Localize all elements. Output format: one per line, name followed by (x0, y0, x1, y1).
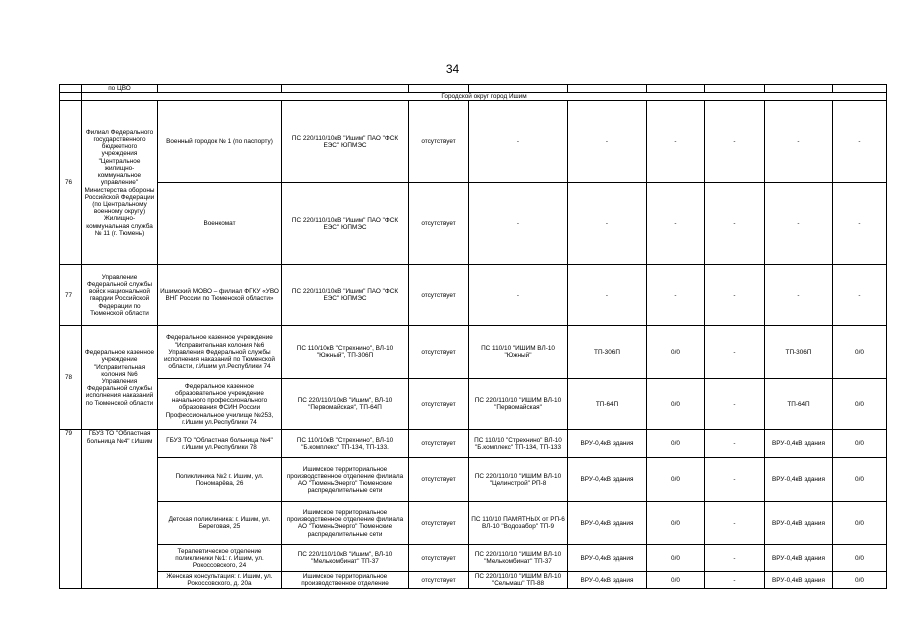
object-cell: ГБУЗ ТО "Областная больница №4" г.Ишим ул.Республики 78 (158, 430, 282, 458)
status-cell: отсутствует (409, 572, 469, 589)
data-cell: 0/0 (833, 502, 887, 545)
status-cell: отсутствует (409, 265, 469, 326)
power-source-cell: Ишимское территориальное производственное отделение филиала АО "ТюменьЭнерго" Тюменские распределительные сети (282, 502, 409, 545)
data-cell: 0/0 (833, 545, 887, 572)
power-source-cell: ПС 220/110/10кВ "Ишим" ПАО "ФСК ЕЭС" ЮПМЭС (282, 265, 409, 326)
data-cell: ВРУ-0,4кВ здания (765, 430, 833, 458)
data-cell: - (647, 101, 705, 183)
data-cell: ВРУ-0,4кВ здания (765, 572, 833, 589)
data-cell: - (765, 101, 833, 183)
data-cell: ВРУ-0,4кВ здания (765, 502, 833, 545)
data-cell: ПС 220/110/10 "ИШИМ ВЛ-10 "Первомайская" (469, 379, 568, 430)
data-cell: - (705, 458, 765, 502)
data-cell: 0/0 (647, 502, 705, 545)
data-cell: - (568, 265, 647, 326)
data-cell: - (705, 572, 765, 589)
object-cell: Терапевтическое отделение поликлиники №1: г. Ишим, ул. Рокоссовского, 24 (158, 545, 282, 572)
table-row (60, 430, 887, 458)
object-cell: Женская консультация: г. Ишим, ул. Рокоссовского, д. 20а (158, 572, 282, 589)
data-cell: 0/0 (647, 379, 705, 430)
data-cell: - (833, 101, 887, 183)
power-source-cell: Ишимское территориальное производственное отделение филиала АО "ТюменьЭнерго" Тюменские распределительные сети (282, 458, 409, 502)
data-cell: ПС 220/110/10 "ИШИМ ВЛ-10 "Целинстрой" РП-8 (469, 458, 568, 502)
power-source-cell: ПС 220/110/10кВ "Ишим" ПАО "ФСК ЕЭС" ЮПМЭС (282, 183, 409, 265)
data-cell: - (469, 265, 568, 326)
status-cell: отсутствует (409, 326, 469, 379)
data-cell: 0/0 (647, 572, 705, 589)
row-number: 78 (60, 326, 82, 430)
object-cell: Военный городок № 1 (по паспорту) (158, 101, 282, 183)
power-source-cell: ПС 220/110/10кВ "Ишим", ВЛ-10 "Первомайская", ТП-64П (282, 379, 409, 430)
data-cell: 0/0 (647, 458, 705, 502)
data-cell: - (705, 183, 765, 265)
object-cell: Ишимский МОВО – филиал ФГКУ «УВО ВНГ России по Тюменской области» (158, 265, 282, 326)
status-cell: отсутствует (409, 430, 469, 458)
power-source-cell: ПС 110/10кВ "Стрехнино", ВЛ-10 "Б.комплекс" ТП-134, ТП-133. (282, 430, 409, 458)
status-cell: отсутствует (409, 458, 469, 502)
data-cell: - (647, 265, 705, 326)
object-cell: Поликлиника №2 г. Ишим, ул. Пономарёва, 26 (158, 458, 282, 502)
data-cell: - (833, 265, 887, 326)
data-cell: - (705, 265, 765, 326)
table-row (60, 326, 887, 379)
data-cell: - (705, 545, 765, 572)
table-row (60, 572, 887, 589)
status-cell: отсутствует (409, 379, 469, 430)
power-source-cell: Ишимское территориальное производственное отделение (282, 572, 409, 589)
data-cell: 0/0 (647, 545, 705, 572)
data-cell: ВРУ-0,4кВ здания (765, 458, 833, 502)
data-cell: ВРУ-0,4кВ здания (765, 545, 833, 572)
object-cell: Военкомат (158, 183, 282, 265)
data-cell: - (647, 183, 705, 265)
data-cell: - (469, 101, 568, 183)
data-cell: ТП-306П (568, 326, 647, 379)
organization-cell: Федеральное казенное учреждение "Исправительная колония №6 Управления Федеральной службы исполнения наказаний по Тюменской области (82, 326, 158, 430)
status-cell: отсутствует (409, 183, 469, 265)
organization-cell: Управление Федеральной службы войск национальной гвардии Российской Федерации по Тюменской области (82, 265, 158, 326)
data-cell: 0/0 (833, 326, 887, 379)
data-cell: ВРУ-0,4кВ здания (568, 502, 647, 545)
page-number: 34 (445, 62, 460, 76)
data-cell: - (469, 183, 568, 265)
infrastructure-table (59, 84, 887, 589)
status-cell: отсутствует (409, 502, 469, 545)
data-cell: ПС 220/110/10 "ИШИМ ВЛ-10 "Сельмаш" ТП-88 (469, 572, 568, 589)
status-cell: отсутствует (409, 101, 469, 183)
data-cell: 0/0 (833, 379, 887, 430)
data-cell: ТП-64П (765, 379, 833, 430)
data-cell: 0/0 (833, 572, 887, 589)
data-cell: 0/0 (833, 430, 887, 458)
header-cell: по ЦВО (82, 85, 158, 93)
data-cell: ВРУ-0,4кВ здания (568, 572, 647, 589)
data-cell: - (705, 379, 765, 430)
power-source-cell: ПС 220/110/10кВ "Ишим" ПАО "ФСК ЕЭС" ЮПМЭС (282, 101, 409, 183)
data-cell: 0/0 (647, 326, 705, 379)
status-cell: отсутствует (409, 545, 469, 572)
data-cell: ПС 110/10 ПАМЯТНЫХ от РП-6 ВЛ-10 "Водозабор" ТП-9 (469, 502, 568, 545)
row-number: 79 (60, 430, 82, 589)
table-row (60, 265, 887, 326)
section-title: Городской округ город Ишим (82, 93, 887, 101)
data-cell: ВРУ-0,4кВ здания (568, 545, 647, 572)
object-cell: Федеральное казенное образовательное учреждение начального профессионального образования ФСИН России Профессиональное училище №253, г.Ишим ул.Республики 74 (158, 379, 282, 430)
table-row (60, 183, 887, 265)
power-source-cell: ПС 110/10кВ "Стрехнино", ВЛ-10 "Южный", ТП-306П (282, 326, 409, 379)
object-cell: Федеральное казенное учреждение "Исправительная колония №6 Управления Федеральной службы исполнения наказаний по Тюменской области, г.Ишим ул.Республики 74 (158, 326, 282, 379)
data-cell: - (765, 265, 833, 326)
section-row (60, 93, 887, 101)
data-cell: ПС 220/110/10 "ИШИМ ВЛ-10 "Мелькомбинат" ТП-37 (469, 545, 568, 572)
data-cell: - (833, 183, 887, 265)
data-cell: 0/0 (833, 458, 887, 502)
data-cell: ПС 110/10 "Стрехнино" ВЛ-10 "Б.комплекс" ТП-134, ТП-133 (469, 430, 568, 458)
organization-cell: ГБУЗ ТО "Областная больница №4" г.Ишим (82, 430, 158, 589)
object-cell: Детская поликлиника: г. Ишим, ул. Береговая, 25 (158, 502, 282, 545)
data-cell: - (568, 183, 647, 265)
data-cell: - (568, 101, 647, 183)
table-row (60, 458, 887, 502)
organization-cell: Филиал Федерального государственного бюджетного учреждения "Центральное жилищно-коммунальное управление" Министерства обороны Российской Федерации (по Центральному военному округу) Жилищно-коммунальная служба № 11 (г. Тюмень) (82, 101, 158, 265)
table-row (60, 379, 887, 430)
data-cell: ВРУ-0,4кВ здания (568, 430, 647, 458)
data-cell: ВРУ-0,4кВ здания (568, 458, 647, 502)
data-cell: - (705, 101, 765, 183)
data-cell: - (705, 430, 765, 458)
data-cell: ПС 110/10 "ИШИМ ВЛ-10 "Южный" (469, 326, 568, 379)
row-number: 76 (60, 101, 82, 265)
data-cell: ТП-306П (765, 326, 833, 379)
data-cell: 0/0 (647, 430, 705, 458)
data-cell: - (705, 326, 765, 379)
table-row (60, 545, 887, 572)
table-row (60, 502, 887, 545)
data-cell: - (765, 183, 833, 265)
table-row (60, 101, 887, 183)
data-cell: - (705, 502, 765, 545)
header-row (60, 85, 887, 93)
row-number: 77 (60, 265, 82, 326)
power-source-cell: ПС 220/110/10кВ "Ишим", ВЛ-10 "Мелькомбинат" ТП-37 (282, 545, 409, 572)
data-cell: ТП-64П (568, 379, 647, 430)
